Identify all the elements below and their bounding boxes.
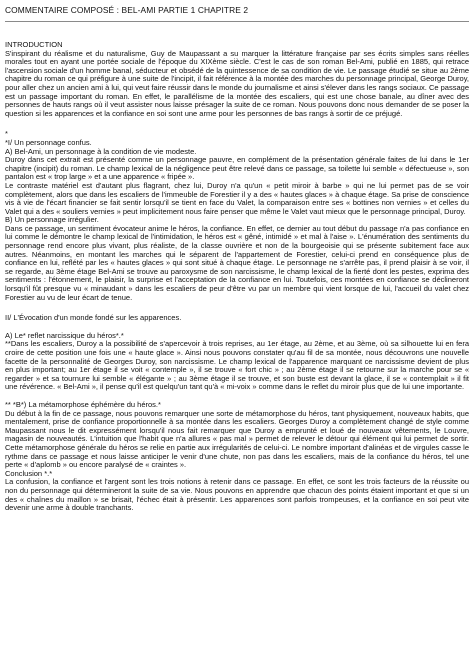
part2a-paragraph: **Dans les escaliers, Duroy a la possibilité de s'apercevoir à trois reprises, au 1er étage, au 2ème, et au 3ème, où sa silhouette lui en fera croire de cette position une fois une « haute glace ». Ainsi nous pouvons constater qu'au fil de sa montée, nous découvrons une nouvelle facette de la personnalité de Georges Duroy, son narcissisme. Le champ lexical de l'apparence marquant ce narcissisme devient de plus en plus important; au 1er étage il se voit « contemple », il se trouve « fort chic » ; au 2ème étage il se retourne sur la marche pour se « regarder » et sa tournure lui semble « élégante » ; au 3ème étage il se trouve, et son buste est devant la glace, il se « contemplait » il fit une révérence. « Bel-Ami », il pense qu'il est quelqu'un tant qu'à « mi-voix » comme dans le reflet du miroir plus que de lui une importante. [5, 339, 472, 392]
part2a-heading: A) Le* reflet narcissique du héros*.* [5, 330, 124, 340]
intro-paragraph: S'inspirant du réalisme et du naturalisme, Guy de Maupassant a su marquer la littérature française par ses écrits simples sans réelles morales tout en ayant une portée sociale de l'époque du XIXème siècle. C'est le cas de son roman Bel-Ami, publié en 1885, qui retrace l'ascension sociale d'un homme banal, séducteur et obsédé de la quintessence de sa condition de vie. Le passage étudié se situe au 2ème chapitre du roman ce qui préfigure à une suite de l'incipit, il fait référence à la montée des marches du personnage principal, George Duroy, pour aller chez un ancien ami à lui, qui veut faire réussir dans le monde du journalisme et ainsi s'élever dans les rangs sociaux. Ce passage est un passage important du roman. En effet, le parallélisme de la montée des escaliers, qui est une chose banale, au dîner avec des personnes de hauts rangs où il veut assister nous laisse présager la suite de ce roman. Nous pouvons donc nous demander de se poser la question si les apparences et la confiance en soi sont une arme pour les personnes de bas rangs à sortir de ce préjugé. [5, 48, 472, 118]
part2-heading: II/ L'Évocation d'un monde fondé sur les apparences. [5, 313, 182, 323]
document-title: COMMENTAIRE COMPOSÉ : BEL-AMI PARTIE 1 CHAPITRE 2 [5, 5, 249, 15]
title-divider [5, 21, 469, 22]
conclusion-heading: Conclusion *.* [5, 468, 53, 478]
conclusion-paragraph: La confusion, la confiance et l'argent sont les trois notions à retenir dans ce passage. En effet, ce sont les trois facteurs de la réussite ou non du personnage qui détermineront la suite de sa vie. Nous pouvons en apprendre que chacun des points étaient important et que si un des « chaînes du maillon » se brisait, l'échec était à présentir. Les apparences sont parfois trompeuses, et la confiance en soi peut vite devenir une arme à double tranchants. [5, 477, 472, 513]
part1-heading: *I/ Un personnage confus. [5, 137, 92, 147]
part2b-heading: ** *B*) La métamorphose éphémère du héros.* [5, 399, 161, 409]
part2b-paragraph: Du début à la fin de ce passage, nous pouvons remarquer une sorte de métamorphose du héros, tant physiquement, nouveaux habits, que mentalement, prise de confiance proportionnelle à sa montée dans les escaliers. Georges Duroy a complètement changé de style comme Maupassant nous le dit expressément lorsqu'il nous fait remarquer que Duroy a emprunté et loué de nouveaux vêtements, le Louvre, magasin de nouveautés. L'intuition que l'habit que n'a allures « pas mal » permet de relever le détour qui élément qui lui permet de sortir. Cette métamorphose générale du héros se relie en partie aux irrégularités de celui-ci. Le nombre important d'alinéas et de virgules casse le rythme dans ce passage et nous laisse anticiper le venir d'une chute, non pas dans les escaliers, mais de la confiance du héros, tel une perte « d'aplomb » ou encore paralysé de « craintes ». [5, 408, 472, 470]
intro-heading: INTRODUCTION [5, 40, 63, 49]
part1b-heading: B) Un personnage irrégulier. [5, 215, 99, 225]
document-body [5, 40, 472, 513]
part1a-paragraph: Duroy dans cet extrait est présenté comme un personnage pauvre, en complément de la présentation générale faites de lui dans le 1er chapitre (incipit) du roman. Le champ lexical de la négligence peut être relevé dans ce passage, sa toilette lui semble « défectueuse », son pantalon est « trop large » et a une apparence « fripée ». Le contraste matériel est d'autant plus flagrant, chez lui, Duroy n'a qu'un « petit miroir à barbe » qui ne lui permet pas de se voir complètement, alors que dans les escaliers de l'immeuble de Forestier il y a des « hautes glaces » à chaque étage. Sa prise de conscience vis à vie de l'écart financier se fait sentir lorsqu'il se tient en face du Valet, la comparaison entre ses « bottines non vernies » et celles du Valet qui a des « souliers vernies » peut implicitement nous faire penser que même le Valet vaut mieux que le personnage principal, Duroy. [5, 155, 469, 216]
part1a-heading: A) Bel-Ami, un personnage à la condition de vie modeste. [5, 146, 197, 156]
asterisk-line: * [5, 129, 8, 139]
part1b-paragraph: Dans ce passage, un sentiment évocateur anime le héros, la confiance. En effet, ce dernier au tout début du passage n'a pas confiance en lui comme le démontre le champ lexical de l'intimidation, le héros est « gêné, intimidé » et mal à l'aise ». L'énumération des sentiments du personnage rend encore plus vivant, plus réaliste, de la classe ouvrière et non de la bourgeoisie qui se présente subitement face aux autres. Néanmoins, en montant les marches qui le séparent de l'appartement de Forestier, celui-ci prend en conséquence plus de confiance en lui, reflété par les « hautes glaces » qui sont situé à chaque étage. Le personnage ne s'arrête pas, il prend plaisir à se voir, il se regarde, au 3ème étage Bel-Ami se trouve au paroxysme de son narcissisme, le champ lexical de la fierté dont les pestes, exprima des sentiments : l'étonnement, le plaisir, la surprise et l'acceptation de la confiance en lui. Toutefois, ces montées en confiance se déclineront lorsqu'il fût presque vu « minaudant » dans les escaliers de peur d'être vu par un membre qui vient lorsque de lui, l'accueil du valet chez Forestier au vu de leur écart de tenue. [5, 223, 472, 302]
